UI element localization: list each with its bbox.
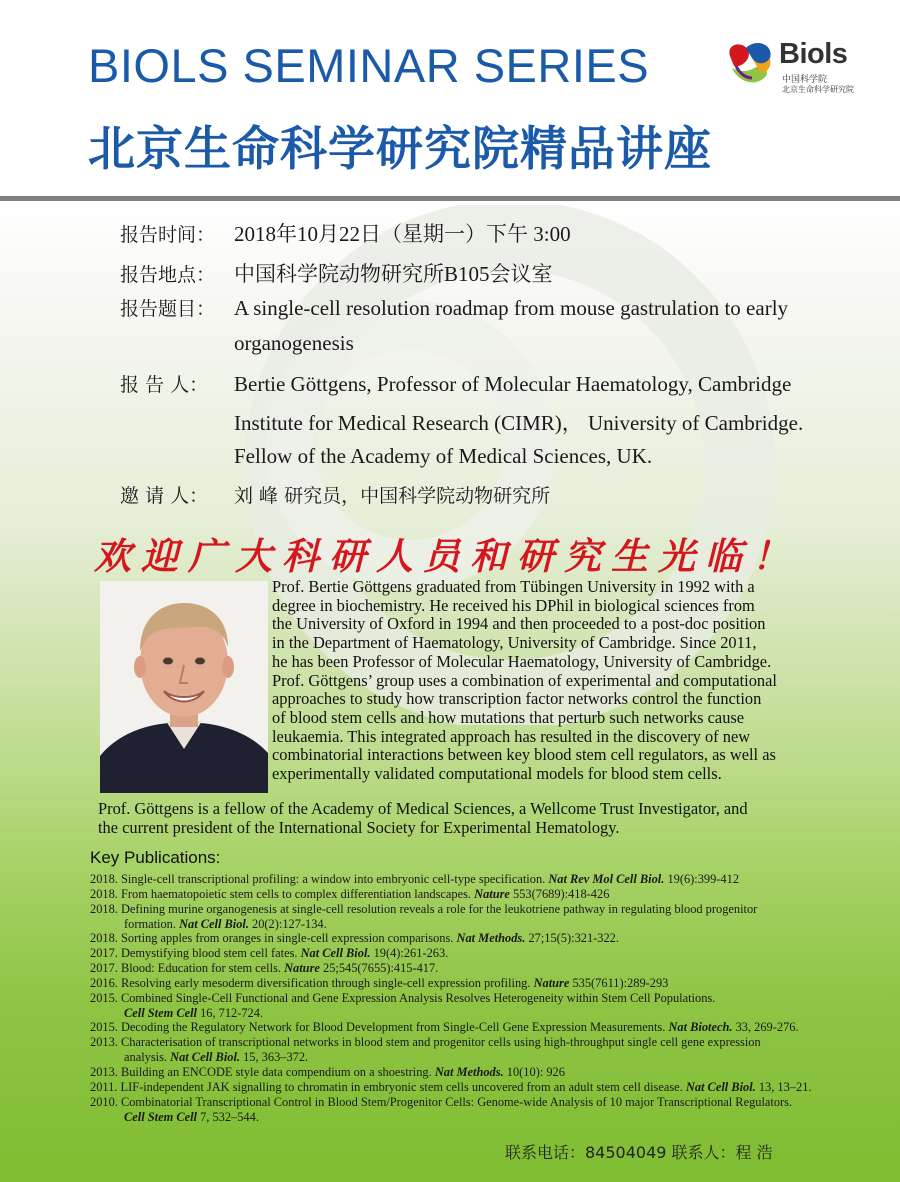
publication-citation: 25;545(7655):415-417. — [319, 961, 439, 976]
bio-line: degree in biochemistry. He received his DPhil in biological sciences from — [272, 595, 755, 615]
publication-journal: Nat Methods. — [456, 931, 526, 946]
bio-line: leukaemia. This integrated approach has resulted in the discovery of new — [272, 726, 751, 746]
info-host — [120, 481, 550, 508]
publication-list — [90, 872, 880, 1124]
publication-item — [90, 991, 880, 1006]
bio-line: of blood stem cells and how mutations that perturb such networks cause — [272, 707, 745, 727]
bio-line: the University of Oxford in 1994 and then proceeded to a post-doc position — [272, 614, 766, 634]
publication-item — [90, 1035, 880, 1050]
publication-citation: 15, 363–372. — [240, 1050, 309, 1065]
publication-item — [90, 887, 880, 902]
logo-subtitle-institute: 北京生命科学研究院 — [782, 85, 854, 94]
publication-text: 2018. From haematopoietic stem cells to complex differentiation landscapes. — [90, 886, 475, 901]
publication-journal: Nat Cell Biol. — [170, 1050, 240, 1065]
publication-text: 2018. Single-cell transcriptional profiling: a window into embryonic cell-type specification. — [90, 872, 549, 886]
publication-journal: Nat Cell Biol. — [300, 946, 371, 961]
title-chinese: 北京生命科学研究院精品讲座 — [88, 122, 712, 177]
publication-text: 2015. Decoding the Regulatory Network for Blood Development from Single-Cell Gene Expression Measurements. — [90, 1020, 669, 1035]
speaker-line-3: Fellow of the Academy of Medical Sciences, UK. — [234, 444, 653, 468]
publication-journal: Nature — [284, 961, 320, 976]
contact-info: 联系电话：84504049 联系人：程 浩 — [505, 1143, 773, 1162]
time-label: 报告时间： — [120, 224, 216, 246]
logo-subtitle-cas: 中国科学院 — [782, 75, 828, 85]
biols-logo-icon — [722, 38, 780, 90]
logo-wordmark: Biols — [779, 38, 848, 70]
speaker-line-1: Bertie Göttgens, Professor of Molecular Haematology, Cambridge — [234, 372, 792, 396]
speaker-biography — [272, 578, 844, 784]
publication-journal: Nat Biotech. — [668, 1020, 733, 1035]
publication-item — [90, 1080, 880, 1095]
publication-text: 2017. Blood: Education for stem cells. — [90, 961, 285, 976]
title-english: BIOLS SEMINAR SERIES — [88, 39, 650, 92]
header-divider — [0, 196, 900, 201]
bio-line: Prof. Göttgens is a fellow of the Academy of Medical Sciences, a Wellcome Trust Investigator, and — [98, 799, 748, 818]
key-publications-heading: Key Publications: — [90, 848, 221, 867]
bio-line: approaches to study how transcription factor networks control the function — [272, 689, 762, 709]
publication-continuation — [90, 1110, 880, 1125]
publication-continuation — [90, 1006, 880, 1021]
publication-citation: 16, 712-724. — [196, 1005, 264, 1020]
publication-text: 2016. Resolving early mesoderm diversification through single-cell expression profiling. — [90, 975, 534, 990]
publication-text: 2010. Combinatorial Transcriptional Control in Blood Stem/Progenitor Cells: Genome-wide Analysis of 10 major Transcriptional Regulators. — [90, 1094, 793, 1109]
publication-citation: 7, 532–544. — [196, 1109, 259, 1124]
publication-journal: Nat Cell Biol. — [685, 1079, 756, 1094]
publication-item — [90, 1095, 880, 1110]
publication-journal: Cell Stem Cell — [124, 1005, 197, 1020]
publication-journal: Cell Stem Cell — [124, 1109, 197, 1124]
bio-line: in the Department of Haematology, University of Cambridge. Since 2011, — [272, 633, 757, 653]
publication-text: 2018. Defining murine organogenesis at single-cell resolution reveals a role for the leukotriene pathway in regulating blood progenitor — [90, 901, 758, 916]
publication-item — [90, 872, 880, 887]
speaker-line-2: Institute for Medical Research (CIMR)， University of Cambridge. — [234, 411, 804, 435]
publication-item — [90, 902, 880, 917]
publication-text: analysis. — [124, 1050, 171, 1065]
place-label: 报告地点： — [120, 264, 216, 286]
bio-line: Prof. Bertie Göttgens graduated from Tübingen University in 1992 with a — [272, 577, 755, 596]
info-speaker — [120, 370, 791, 397]
publication-text: 2018. Sorting apples from oranges in single-cell expression comparisons. — [90, 931, 457, 946]
speaker-portrait-icon — [100, 581, 268, 793]
publication-text: 2015. Combined Single-Cell Functional and Gene Expression Analysis Resolves Heterogeneity within Stem Cell Populations. — [90, 990, 716, 1005]
publication-item — [90, 946, 880, 961]
topic-line-1: A single-cell resolution roadmap from mouse gastrulation to early — [234, 296, 789, 320]
host-value: 刘 峰 研究员，中国科学院动物研究所 — [234, 485, 551, 507]
publication-citation: 10(10): 926 — [503, 1064, 565, 1079]
publication-journal: Nat Cell Biol. — [179, 916, 249, 931]
info-place — [120, 258, 553, 288]
bio-line: Prof. Göttgens’ group uses a combination of experimental and computational — [272, 670, 777, 690]
publication-text: 2017. Demystifying blood stem cell fates. — [90, 946, 301, 961]
publication-citation: 535(7611):289-293 — [569, 975, 669, 990]
publication-item — [90, 1020, 880, 1035]
biols-logo — [722, 38, 872, 98]
publication-citation: 33, 269-276. — [732, 1020, 799, 1035]
info-time — [120, 218, 571, 248]
publication-citation: 27;15(5):321-322. — [525, 931, 619, 946]
publication-item — [90, 931, 880, 946]
topic-label: 报告题目： — [120, 298, 216, 320]
bio-line: experimentally validated computational models for blood stem cells. — [272, 764, 722, 784]
publication-journal: Nature — [474, 886, 510, 901]
publication-journal: Nature — [533, 975, 570, 990]
speaker-photo — [100, 581, 268, 793]
publication-citation: 20(2):127-134. — [248, 916, 327, 931]
welcome-banner: 欢迎广大科研人员和研究生光临！ — [94, 534, 799, 578]
bio-line: the current president of the International Society for Experimental Hematology. — [98, 817, 620, 837]
publication-continuation — [90, 1050, 880, 1065]
publication-continuation — [90, 917, 880, 932]
publication-citation: 19(4):261-263. — [370, 946, 449, 961]
publication-item — [90, 961, 880, 976]
speaker-label: 报 告 人： — [120, 374, 209, 396]
topic-line-2: organogenesis — [234, 331, 354, 355]
bio-line: he has been Professor of Molecular Haematology, University of Cambridge. — [272, 651, 772, 671]
header — [0, 0, 900, 198]
publication-text: 2013. Characterisation of transcriptional networks in blood stem and progenitor cells using high-throughput single cell gene expression — [90, 1035, 761, 1050]
host-label: 邀 请 人： — [120, 485, 209, 507]
place-value: 中国科学院动物研究所B105会议室 — [234, 262, 553, 286]
publication-citation: 13, 13–21. — [755, 1079, 812, 1094]
info-topic — [120, 294, 788, 321]
time-value: 2018年10月22日（星期一）下午 3:00 — [234, 222, 571, 246]
publication-item — [90, 1065, 880, 1080]
publication-journal: Nat Methods. — [434, 1064, 504, 1079]
publication-citation: 19(6):399-412 — [664, 872, 740, 886]
publication-text: 2011. LIF-independent JAK signalling to chromatin in embryonic stem cells uncovered from an adult stem cell disease. — [90, 1079, 686, 1094]
publication-citation: 553(7689):418-426 — [509, 886, 610, 901]
publication-journal: Nat Rev Mol Cell Biol. — [548, 872, 665, 886]
publication-item — [90, 976, 880, 991]
publication-text: formation. — [124, 916, 180, 931]
speaker-biography-tail — [98, 800, 844, 837]
bio-line: combinatorial interactions between key blood stem cell regulators, as well as — [272, 745, 776, 765]
publication-text: 2013. Building an ENCODE style data compendium on a shoestring. — [90, 1064, 435, 1079]
